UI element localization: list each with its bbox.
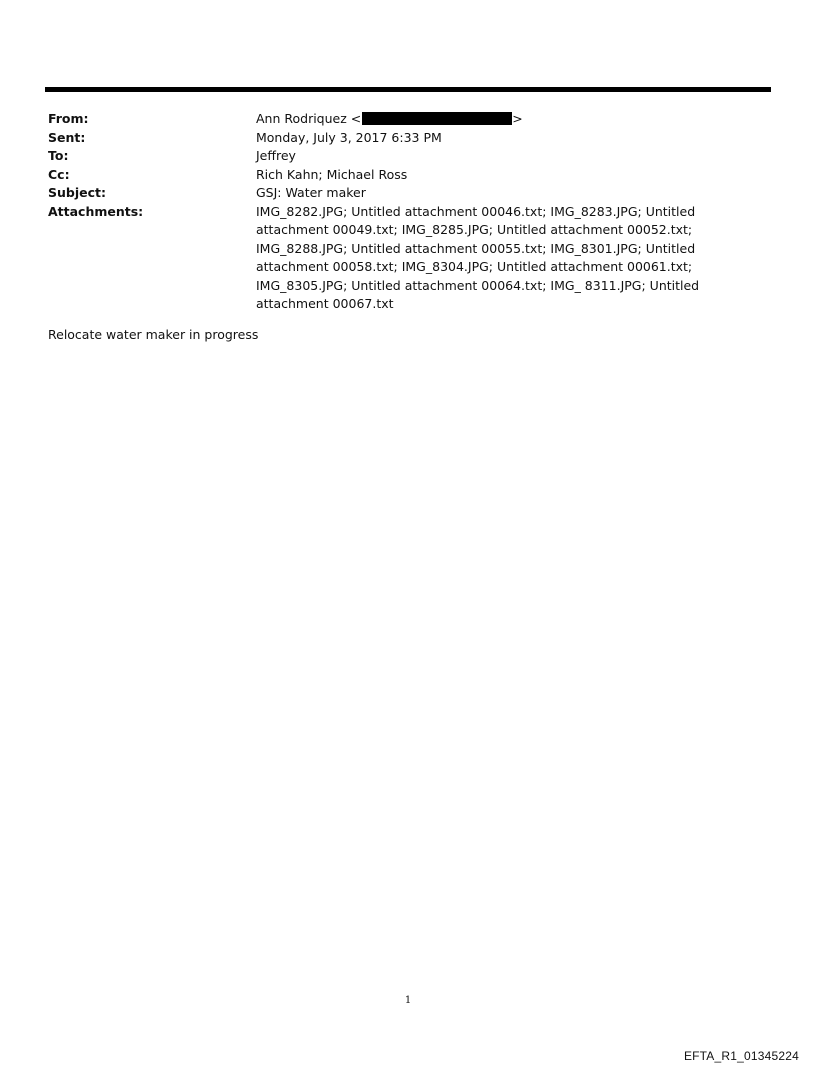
to-value: Jeffrey — [256, 148, 296, 163]
bates-number: EFTA_R1_01345224 — [683, 1049, 799, 1063]
sent-value: Monday, July 3, 2017 6:33 PM — [256, 129, 442, 145]
subject-row — [48, 184, 768, 203]
header-divider — [45, 87, 771, 92]
from-label: From: — [48, 111, 89, 126]
page-number: 1 — [404, 995, 412, 1006]
to-label: To: — [48, 148, 69, 163]
redaction-box — [362, 112, 512, 125]
attachments-value: IMG_8282.JPG; Untitled attachment 00046.txt; IMG_8283.JPG; Untitled attachment 00049.txt; IMG_8285.JPG; Untitled attachment 00052.txt; IMG_8288.JPG; Untitled attachment 00055.txt; IMG_8301.JPG; Untitled attachment 00058.txt; IMG_8304.JPG; Untitled attachment 00061.txt; IMG_8305.JPG; Untitled attachment 00064.txt; IMG_ 8311.JPG; Untitled attachment 00067.txt — [256, 203, 700, 311]
attachments-row — [48, 203, 768, 314]
cc-row — [48, 166, 768, 185]
cc-label: Cc: — [48, 166, 70, 182]
sent-row — [48, 129, 768, 148]
attachments-label: Attachments: — [48, 203, 144, 219]
email-header — [48, 110, 768, 314]
from-value — [256, 110, 768, 129]
subject-label: Subject: — [48, 185, 106, 200]
from-row — [48, 110, 768, 129]
email-body: Relocate water maker in progress — [48, 327, 259, 342]
cc-value: Rich Kahn; Michael Ross — [256, 166, 408, 182]
sender-name: Ann Rodriquez < — [256, 111, 362, 126]
sent-label: Sent: — [48, 129, 86, 145]
sender-email-close: > — [512, 111, 523, 126]
subject-value: GSJ: Water maker — [256, 185, 366, 200]
to-row — [48, 147, 768, 166]
